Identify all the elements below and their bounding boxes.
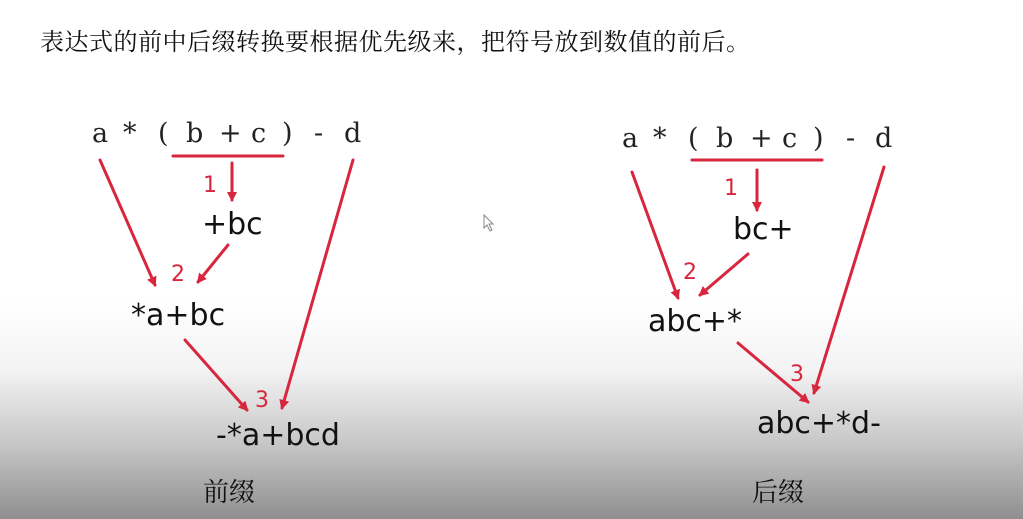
prefix-arrow-3b: [282, 160, 353, 408]
page-title: 表达式的前中后缀转换要根据优先级来，把符号放到数值的前后。: [40, 28, 751, 56]
expr-token-a: a: [622, 123, 639, 154]
expr-token-minus: -: [314, 118, 324, 149]
expr-token-plus: +: [750, 123, 773, 154]
prefix-arrow-3a: [185, 340, 247, 410]
postfix-result-step-1: bc+: [733, 212, 794, 247]
postfix-result-step-3: abc+*d-: [757, 406, 881, 441]
expr-token-b: b: [186, 118, 204, 149]
prefix-step-2-label: 2: [171, 262, 185, 287]
expr-token-c: c: [251, 118, 267, 149]
expr-token-b: b: [716, 123, 734, 154]
expr-token-multiply: *: [653, 123, 667, 154]
expr-token-a: a: [92, 118, 109, 149]
expr-token-lparen: (: [688, 123, 699, 154]
postfix-arrow-2a: [632, 172, 678, 298]
postfix-step-2-label: 2: [683, 260, 697, 285]
postfix-step-3-label: 3: [790, 362, 804, 387]
postfix-arrow-3a: [738, 343, 808, 402]
expr-token-lparen: (: [158, 118, 169, 149]
expr-token-rparen: ): [813, 123, 824, 154]
prefix-result-step-2: *a+bc: [131, 298, 226, 333]
prefix-step-3-label: 3: [255, 388, 269, 413]
expr-token-plus: +: [219, 118, 242, 149]
expr-token-d: d: [875, 123, 893, 154]
prefix-result-step-3: -*a+bcd: [216, 418, 340, 453]
prefix-arrow-2b: [198, 245, 228, 282]
postfix-result-step-2: abc+*: [648, 304, 743, 339]
expr-token-multiply: *: [123, 118, 137, 149]
expr-token-c: c: [782, 123, 798, 154]
postfix-arrow-3b: [814, 167, 884, 393]
expr-token-rparen: ): [282, 118, 293, 149]
prefix-step-1-label: 1: [203, 173, 217, 198]
postfix-step-1-label: 1: [724, 176, 738, 201]
postfix-caption: 后缀: [752, 478, 805, 508]
expr-token-d: d: [344, 118, 362, 149]
postfix-arrow-2b: [700, 254, 748, 295]
prefix-arrow-2a: [100, 160, 155, 285]
prefix-caption: 前缀: [203, 478, 256, 508]
cursor-icon: [484, 215, 493, 231]
prefix-result-step-1: +bc: [202, 207, 263, 242]
expr-token-minus: -: [846, 123, 856, 154]
